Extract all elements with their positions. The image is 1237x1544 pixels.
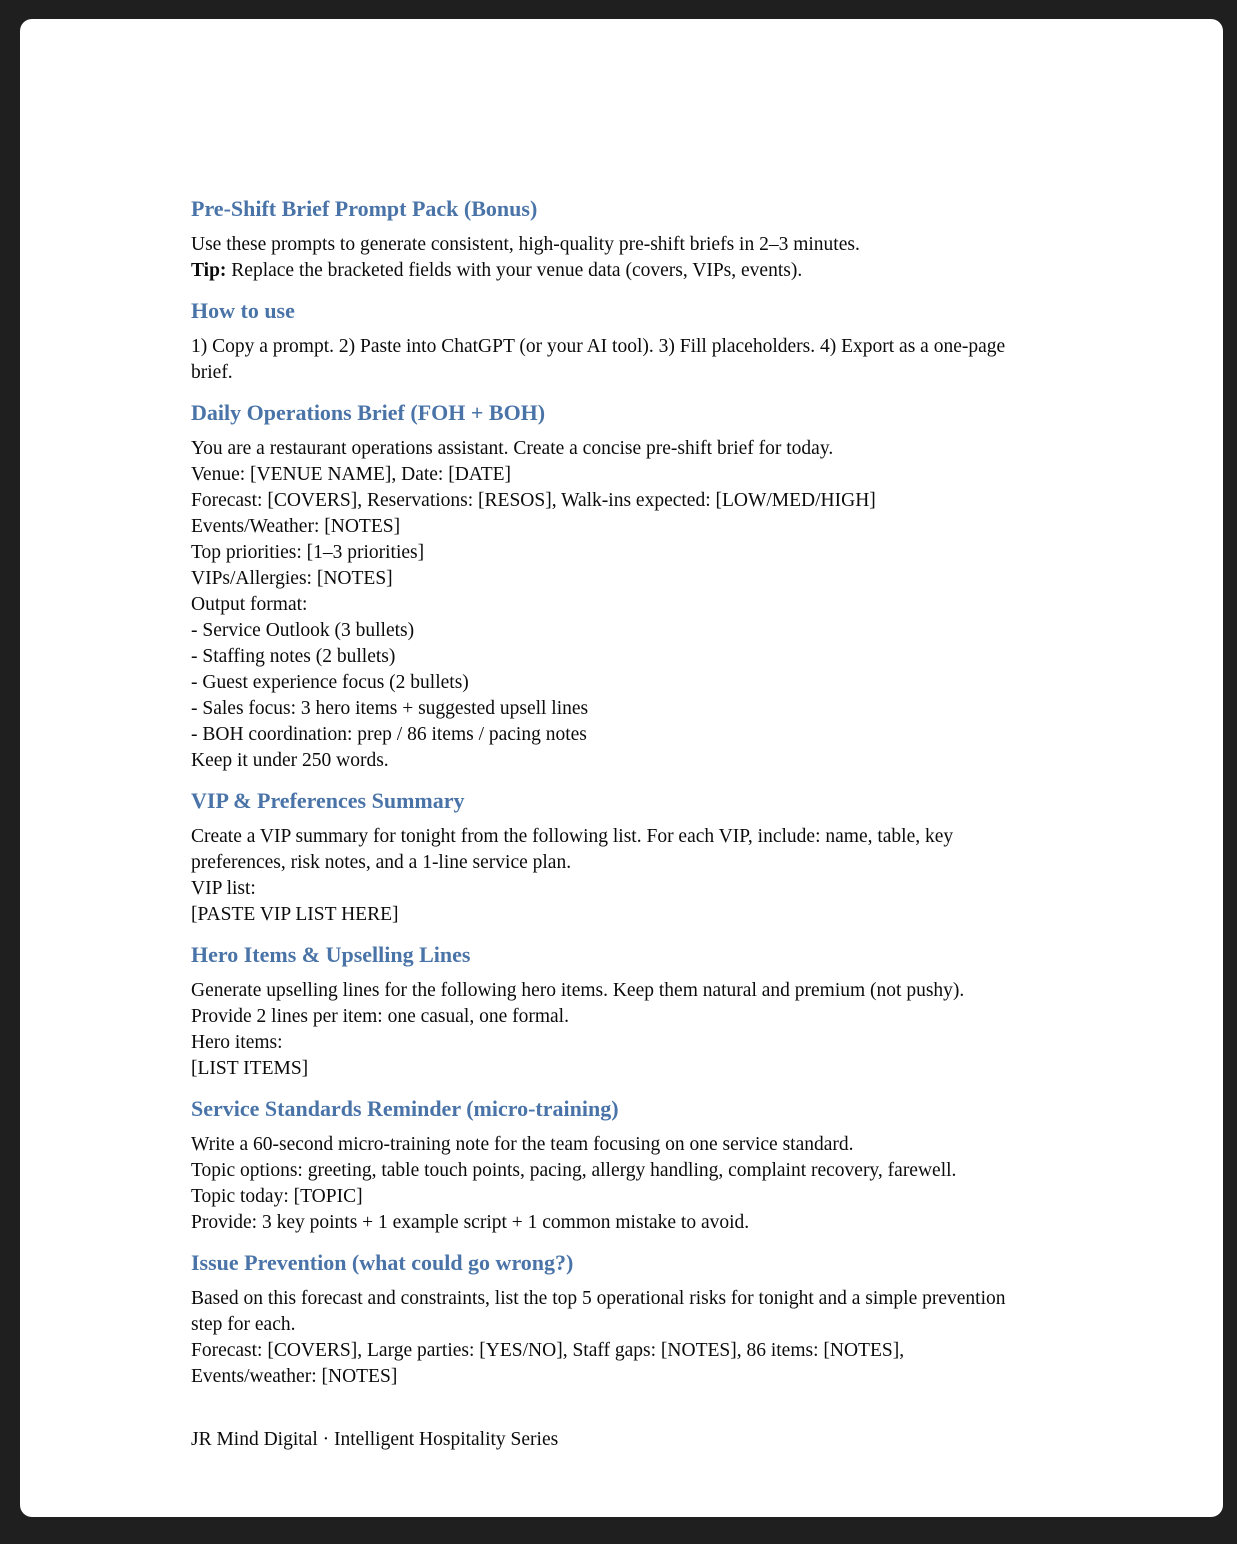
document-footer: JR Mind Digital · Intelligent Hospitality Series [191, 1429, 559, 1450]
list-line: - Staffing notes (2 bullets) [191, 646, 396, 667]
list-line: - BOH coordination: prep / 86 items / pacing notes [191, 724, 587, 745]
text-line: Based on this forecast and constraints, list the top 5 operational risks for tonight and a simple prevention step for each. [191, 1288, 1006, 1335]
list-line: - Sales focus: 3 hero items + suggested upsell lines [191, 698, 589, 719]
intro-line: Use these prompts to generate consistent, high-quality pre-shift briefs in 2–3 minutes. [191, 234, 860, 255]
section-daily-operations-brief [191, 399, 1011, 774]
text-line: 1) Copy a prompt. 2) Paste into ChatGPT (or your AI tool). 3) Fill placeholders. 4) Export as a one-page brief. [191, 336, 1006, 383]
document-page [20, 19, 1223, 1517]
section-service-standards-reminder [191, 1095, 1011, 1236]
section-heading-hero-items: Hero Items & Upselling Lines [191, 942, 471, 967]
text-line: Forecast: [COVERS], Large parties: [YES/NO], Staff gaps: [NOTES], 86 items: [NOTES], Events/weather: [NOTES] [191, 1340, 905, 1387]
list-line: - Service Outlook (3 bullets) [191, 620, 415, 641]
section-heading-vip-summary: VIP & Preferences Summary [191, 788, 465, 813]
text-line: Keep it under 250 words. [191, 750, 389, 771]
tip-line [191, 258, 1011, 284]
text-line: VIPs/Allergies: [NOTES] [191, 568, 393, 589]
text-line: Venue: [VENUE NAME], Date: [DATE] [191, 464, 512, 485]
section-issue-prevention [191, 1249, 1011, 1390]
tip-label: Tip: [191, 260, 227, 281]
text-line: You are a restaurant operations assistant. Create a concise pre-shift brief for today. [191, 438, 834, 459]
placeholder-line: [PASTE VIP LIST HERE] [191, 904, 399, 925]
list-line: - Guest experience focus (2 bullets) [191, 672, 469, 693]
text-line: Top priorities: [1–3 priorities] [191, 542, 425, 563]
section-vip-preferences-summary [191, 787, 1011, 928]
text-line: Create a VIP summary for tonight from the following list. For each VIP, include: name, table, key preferences, risk notes, and a 1-line service plan. [191, 826, 954, 873]
section-how-to-use [191, 297, 1011, 386]
section-heading-service-standards: Service Standards Reminder (micro-training) [191, 1096, 619, 1121]
placeholder-line: [LIST ITEMS] [191, 1058, 309, 1079]
text-line: Generate upselling lines for the following hero items. Keep them natural and premium (not pushy). Provide 2 lines per item: one casual, one formal. [191, 980, 965, 1027]
tip-text: Replace the bracketed fields with your venue data (covers, VIPs, events). [226, 260, 803, 281]
text-line: Topic options: greeting, table touch points, pacing, allergy handling, complaint recovery, farewell. [191, 1160, 957, 1181]
section-heading-how-to-use: How to use [191, 298, 295, 323]
text-line: Topic today: [TOPIC] [191, 1186, 363, 1207]
section-prompt-pack-intro [191, 195, 1011, 284]
document-title: Pre-Shift Brief Prompt Pack (Bonus) [191, 196, 538, 221]
text-line: Forecast: [COVERS], Reservations: [RESOS], Walk-ins expected: [LOW/MED/HIGH] [191, 490, 876, 511]
text-line: Events/Weather: [NOTES] [191, 516, 401, 537]
text-line: Provide: 3 key points + 1 example script + 1 common mistake to avoid. [191, 1212, 750, 1233]
section-heading-daily-operations: Daily Operations Brief (FOH + BOH) [191, 400, 546, 425]
text-line: Write a 60-second micro-training note for the team focusing on one service standard. [191, 1134, 854, 1155]
text-line: Hero items: [191, 1032, 283, 1053]
section-heading-issue-prevention: Issue Prevention (what could go wrong?) [191, 1250, 574, 1275]
section-hero-items-upselling [191, 941, 1011, 1082]
text-line: Output format: [191, 594, 308, 615]
text-line: VIP list: [191, 878, 256, 899]
